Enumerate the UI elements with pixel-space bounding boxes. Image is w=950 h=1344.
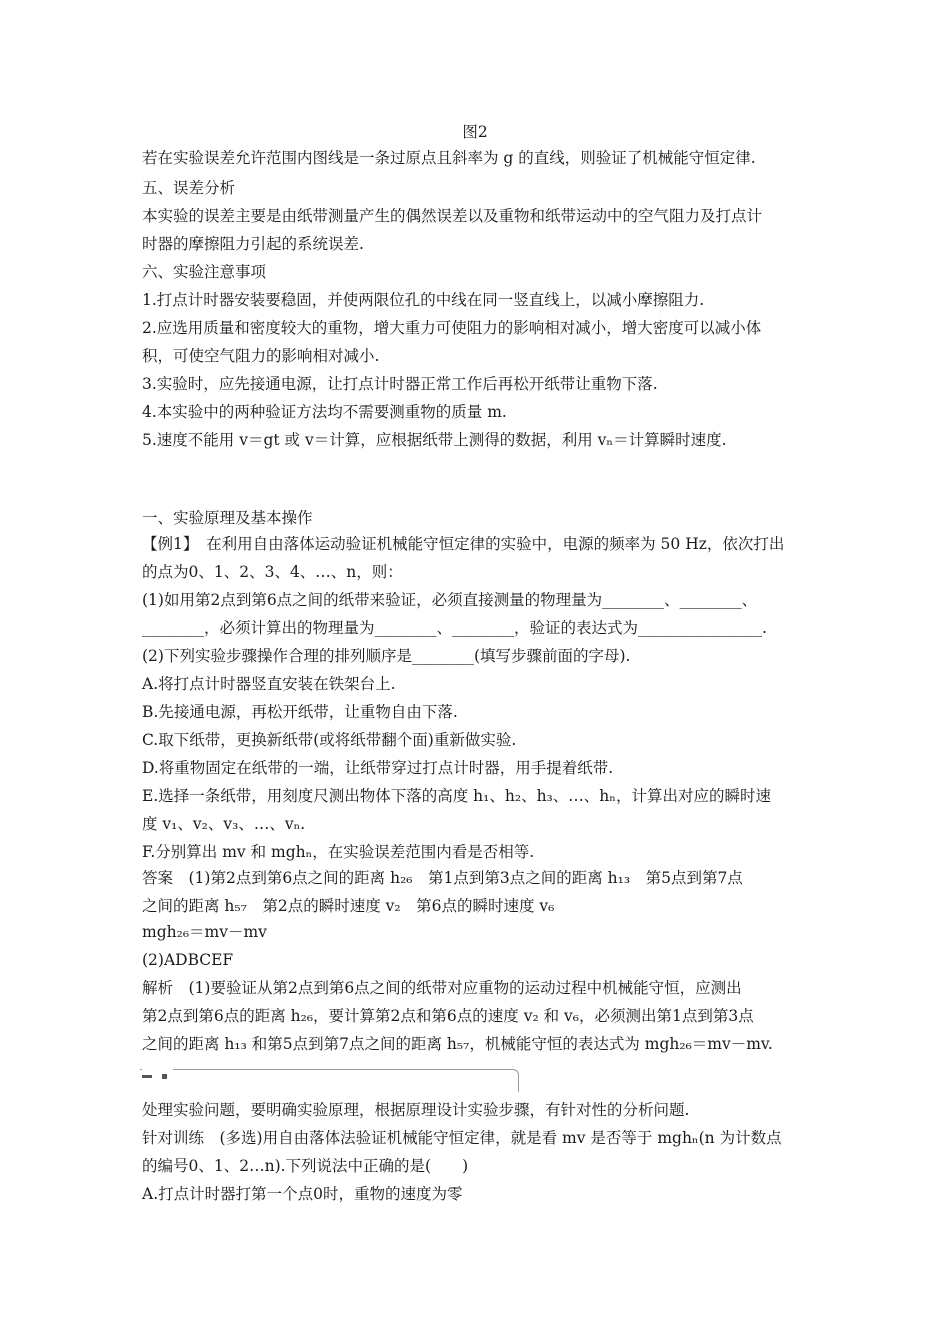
- paragraph-line: 积，可使空气阻力的影响相对减小.: [142, 347, 380, 365]
- analysis-line: 之间的距离 h₁₃ 和第5点到第7点之间的距离 h₅₇，机械能守恒的表达式为 mgh₂₆＝mv－mv.: [142, 1035, 773, 1053]
- analysis-line: 解析 (1)要验证从第2点到第6点之间的纸带对应重物的运动过程中机械能守恒，应测出: [142, 979, 742, 997]
- question-line: (2)下列实验步骤操作合理的排列顺序是________(填写步骤前面的字母).: [142, 647, 631, 665]
- option-item: C.取下纸带，更换新纸带(或将纸带翻个面)重新做实验.: [142, 731, 517, 749]
- option-item: B.先接通电源，再松开纸带，让重物自由下落.: [142, 703, 458, 721]
- option-item: E.选择一条纸带，用刻度尺测出物体下落的高度 h₁、h₂、h₃、…、hₙ，计算出对应的瞬时速: [142, 787, 771, 805]
- answer-line: 答案 (1)第2点到第6点之间的距离 h₂₆ 第1点到第3点之间的距离 h₁₃ 第5点到第7点: [142, 869, 743, 887]
- formula-line: mgh₂₆＝mv－mv: [142, 923, 267, 941]
- option-item: A.将打点计时器竖直安装在铁架台上.: [142, 675, 396, 693]
- list-item: 3.实验时，应先接通电源，让打点计时器正常工作后再松开纸带让重物下落.: [142, 375, 658, 393]
- paragraph-line: 的点为0、1、2、3、4、…、n，则：: [142, 563, 403, 581]
- section-heading: 五、误差分析: [142, 179, 236, 197]
- paragraph-line: 处理实验问题，要明确实验原理，根据原理设计实验步骤，有针对性的分析问题.: [142, 1101, 690, 1119]
- section-heading: 六、实验注意事项: [142, 263, 267, 281]
- analysis-line: 第2点到第6点的距离 h₂₆，要计算第2点和第6点的速度 v₂ 和 v₆，必须测出第1点到第3点: [142, 1007, 754, 1025]
- dash-decoration-icon: [142, 1075, 152, 1078]
- option-item: A.打点计时器打第一个点0时，重物的速度为零: [142, 1185, 463, 1203]
- paragraph-line: 本实验的误差主要是由纸带测量产生的偶然误差以及重物和纸带运动中的空气阻力及打点计: [142, 207, 763, 225]
- example-title: 【例1】 在利用自由落体运动验证机械能守恒定律的实验中，电源的频率为 50 Hz，依次打出: [142, 535, 785, 553]
- paragraph-line: 度 v₁、v₂、v₃、…、vₙ.: [142, 815, 306, 833]
- option-item: F.分别算出 mv 和 mghₙ，在实验误差范围内看是否相等.: [142, 843, 535, 861]
- list-item: 2.应选用质量和密度较大的重物，增大重力可使阻力的影响相对减小，增大密度可以减小体: [142, 319, 762, 337]
- list-item: 4.本实验中的两种验证方法均不需要测重物的质量 m.: [142, 403, 507, 421]
- option-item: D.将重物固定在纸带的一端，让纸带穿过打点计时器，用手提着纸带.: [142, 759, 614, 777]
- summary-header: [142, 1063, 173, 1089]
- summary-frame: [140, 1069, 519, 1092]
- question-line: 针对训练 (多选)用自由落体法验证机械能守恒定律，就是看 mv 是否等于 mghₙ(n 为计数点: [142, 1129, 782, 1147]
- answer-line: 之间的距离 h₅₇ 第2点的瞬时速度 v₂ 第6点的瞬时速度 v₆: [142, 897, 555, 915]
- section-heading: 一、实验原理及基本操作: [142, 509, 313, 527]
- square-bullet-icon: [162, 1074, 167, 1079]
- question-line: (1)如用第2点到第6点之间的纸带来验证，必须直接测量的物理量为________、________、: [142, 591, 758, 609]
- list-item: 1.打点计时器安装要稳固，并使两限位孔的中线在同一竖直线上，以减小摩擦阻力.: [142, 291, 705, 309]
- paragraph-line: 时器的摩擦阻力引起的系统误差.: [142, 235, 364, 253]
- question-line: ________，必须计算出的物理量为________、________，验证的表达式为________________.: [142, 619, 767, 637]
- list-item: 5.速度不能用 v＝gt 或 v＝计算，应根据纸带上测得的数据，利用 vₙ＝计算瞬时速度.: [142, 431, 727, 449]
- figure-caption: 图2: [462, 123, 488, 141]
- question-line: 的编号0、1、2…n).下列说法中正确的是( ): [142, 1157, 469, 1175]
- paragraph-line: 若在实验误差允许范围内图线是一条过原点且斜率为 g 的直线，则验证了机械能守恒定律.: [142, 149, 756, 167]
- answer-line: (2)ADBCEF: [142, 951, 234, 969]
